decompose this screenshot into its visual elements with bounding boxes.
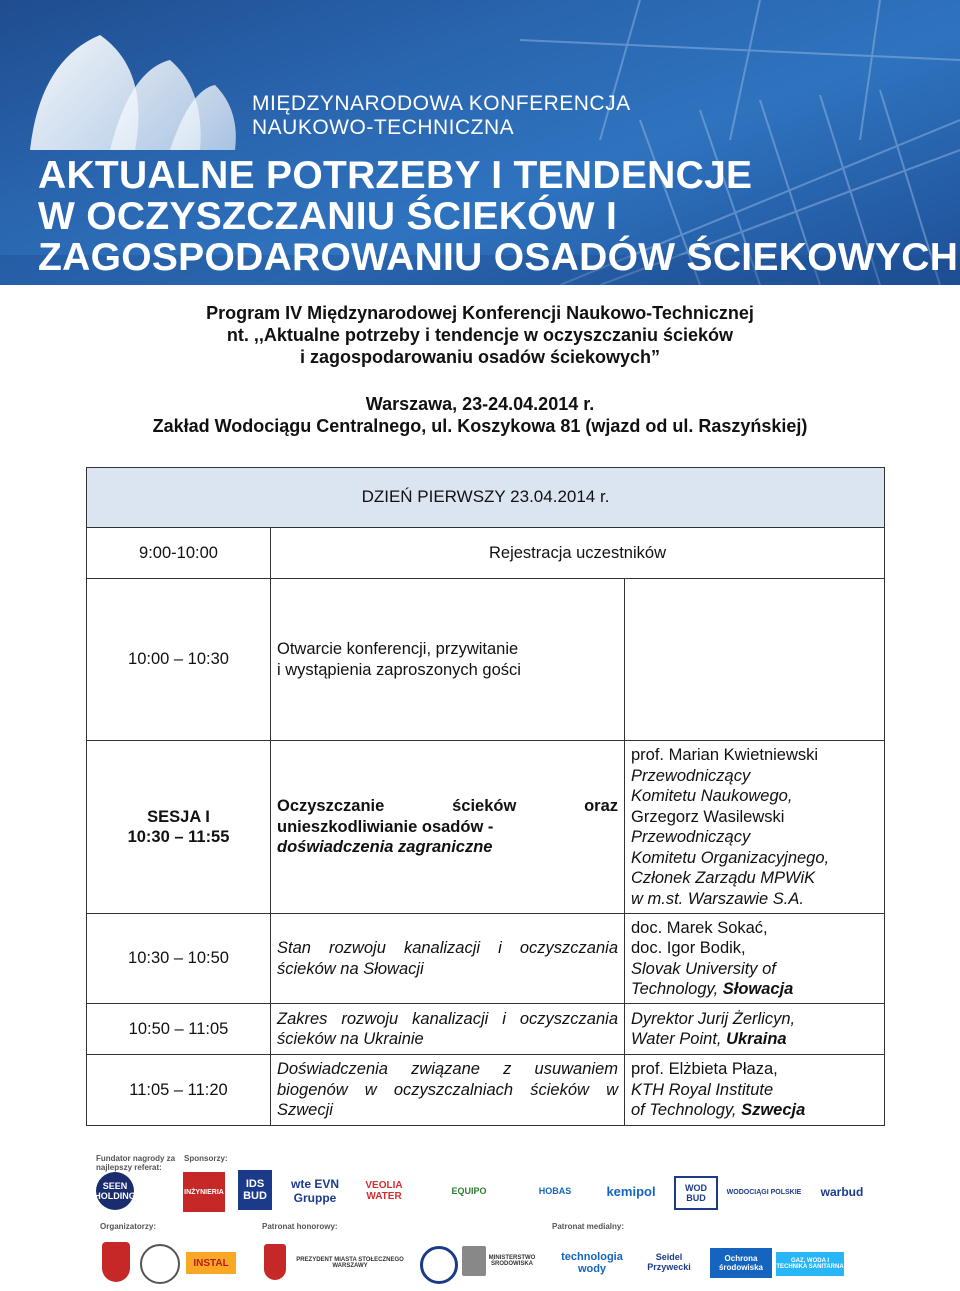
speaker-line: w m.st. Warszawie S.A. [631,889,804,908]
logo-wodociagi-polskie: WODOCIĄGI POLSKIE [726,1188,802,1196]
logo-technologia-wody: technologia wody [561,1251,623,1275]
banner-line-2: NAUKOWO-TECHNICZNA [252,116,515,139]
banner-title-line-2: W OCZYSZCZANIU ŚCIEKÓW I [38,195,618,238]
session-label: SESJA I [147,807,210,826]
banner-subtitle [252,92,631,140]
venue-address: Zakład Wodociągu Centralnego, ul. Koszykowa 81 (wjazd od ul. Raszyńskiej) [152,416,808,436]
warsaw-crest-icon [264,1244,286,1280]
speaker-line: prof. Elżbieta Płaza, [631,1060,778,1079]
time-cell: 10:00 – 10:30 [87,579,271,741]
venue-date: Warszawa, 23-24.04.2014 r. [365,394,595,414]
speaker-line: Grzegorz Wasilewski [631,807,785,826]
conference-banner [0,0,960,285]
time-cell: 11:05 – 11:20 [87,1055,271,1126]
logo-hobas: HOBAS [538,1186,572,1196]
label-honorary: Patronat honorowy: [262,1222,338,1231]
logo-seidel-przywecki: Seidel Przywecki [647,1252,691,1272]
speaker-cell [625,1004,885,1055]
topic-line-1: Otwarcie konferencji, przywitanie [277,640,519,658]
speaker-line: prof. Marian Kwietniewski [631,746,819,764]
logo-wte: wte EVN Gruppe [290,1177,339,1205]
session-topic: Oczyszczanie ścieków oraz unieszkodliwianie osadów - [277,797,618,836]
logo-inzynieria: INŻYNIERIA [183,1172,225,1212]
time-cell: 10:30 – 10:50 [87,914,271,1004]
program-heading [0,302,960,368]
speaker-country: Ukraina [726,1030,787,1048]
topic-cell: Doświadczenia związane z usuwaniem biogenów w oczyszczalniach ścieków w Szwecji [271,1055,625,1126]
table-row [87,579,885,741]
speaker-line: of Technology, [631,1101,742,1120]
speaker-line: Water Point, [631,1030,727,1048]
speaker-cell [625,741,885,914]
speaker-line: Dyrektor Jurij Żerlicyn, [631,1009,796,1028]
speaker-line: Komitetu Naukowego, [631,787,793,805]
program-heading-line-2: nt. ,,Aktualne potrzeby i tendencje w oczyszczaniu ścieków [226,325,734,345]
day-title: DZIEŃ PIERWSZY 23.04.2014 r. [87,468,885,528]
label-sponsors: Sponsorzy: [184,1154,228,1163]
logo-instal: INSTAL [186,1252,236,1274]
day-header-row [87,468,885,528]
speaker-line: Technology, [631,980,723,998]
speaker-cell [625,1055,885,1126]
banner-title-line-1: AKTUALNE POTRZEBY I TENDENCJE [38,154,753,197]
table-row [87,1055,885,1126]
table-row [87,914,885,1004]
logo-equipo: EQUIPO [451,1186,487,1196]
topic-line-2: i wystąpienia zaproszonych gości [277,660,521,679]
speaker-line: Przewodniczący [631,828,751,846]
label-media: Patronat medialny: [552,1222,625,1231]
organizer-seal-icon [140,1244,180,1284]
topic-cell [271,741,625,914]
label-organizers: Organizatorzy: [100,1222,157,1231]
program-heading-line-1: Program IV Międzynarodowej Konferencji Naukowo-Technicznej [206,303,754,323]
honorary-emblem-icon [420,1246,458,1284]
speaker-country: Szwecja [741,1101,806,1120]
time-cell: 9:00-10:00 [87,528,271,579]
logo-warbud: warbud [820,1185,864,1199]
speaker-line: Slovak University of [631,959,776,978]
logo-warsaw-president: PREZYDENT MIASTA STOŁECZNEGO WARSZAWY [296,1257,404,1269]
logo-veolia: VEOLIA WATER [365,1180,403,1202]
venue-info [0,393,960,437]
time-cell: 10:50 – 11:05 [87,1004,271,1055]
session-topic-italic: doświadczenia zagraniczne [277,838,493,857]
topic-cell [271,579,625,741]
program-table [86,467,885,1126]
logo-wod-bud: WOD BUD [674,1176,718,1210]
table-row [87,528,885,579]
topic-cell: Zakres rozwoju kanalizacji i oczyszczania ścieków na Ukrainie [271,1004,625,1055]
banner-title-line-3: ZAGOSPODAROWANIU OSADÓW ŚCIEKOWYCH [38,236,959,279]
topic-cell: Stan rozwoju kanalizacji i oczyszczania ścieków na Słowacji [271,914,625,1004]
speaker-cell [625,914,885,1004]
banner-title [38,155,958,278]
label-fundator: Fundator nagrody za najlepszy referat: [96,1154,176,1172]
table-row [87,741,885,914]
speaker-cell [625,579,885,741]
speaker-country: Słowacja [722,980,794,998]
program-heading-line-3: i zagospodarowaniu osadów ściekowych” [299,347,661,367]
speaker-line: KTH Royal Institute [631,1080,774,1099]
speaker-line: Przewodniczący [631,766,751,785]
logo-gaz-woda: GAZ, WODA I TECHNIKA SANITARNA [776,1252,844,1276]
logo-ids-bud: IDS BUD [238,1170,272,1210]
speaker-line: doc. Igor Bodik, [631,939,746,957]
topic-cell: Rejestracja uczestników [271,528,885,579]
logo-kemipol: kemipol [606,1183,656,1199]
speaker-line: Komitetu Organizacyjnego, [631,848,830,867]
session-time-cell [87,741,271,914]
logo-seen: SEEN HOLDING [96,1172,134,1210]
speaker-line: doc. Marek Sokać, [631,918,768,937]
speaker-line: Członek Zarządu MPWiK [631,869,816,887]
logo-ministry: MINISTERSTWO ŚRODOWISKA [488,1255,536,1267]
logo-ochrona-srodowiska: Ochrona środowiska [710,1248,772,1278]
emblem-icon [462,1246,486,1276]
table-row [87,1004,885,1055]
session-time: 10:30 – 11:55 [127,828,230,846]
organizer-crest-icon [102,1242,130,1282]
banner-line-1: MIĘDZYNARODOWA KONFERENCJA [252,92,631,115]
